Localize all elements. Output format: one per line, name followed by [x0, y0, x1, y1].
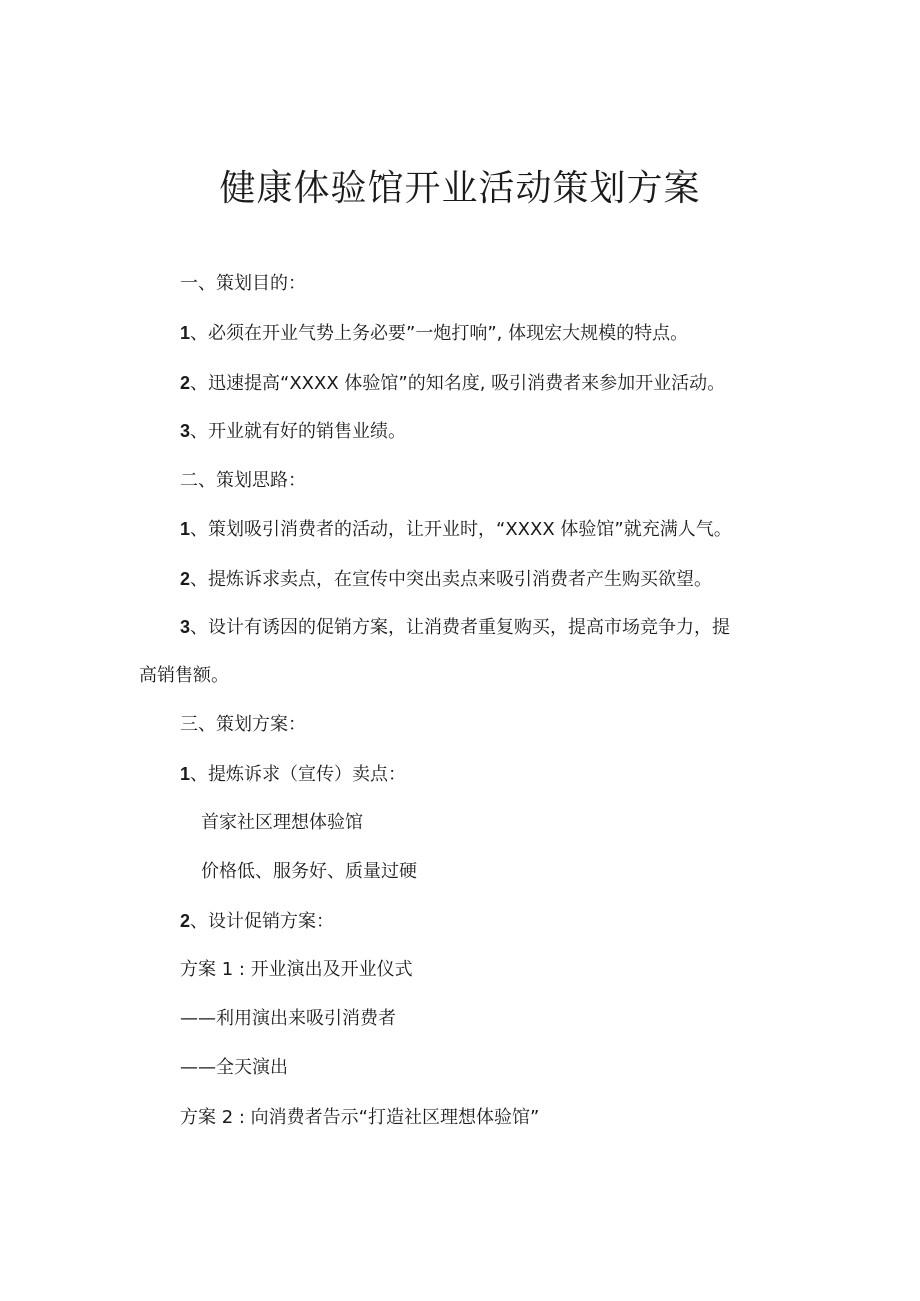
purpose-item-1 [180, 320, 688, 347]
plan-item-2 [180, 908, 334, 935]
selling-point-2 [201, 859, 417, 885]
line-text: 、提炼诉求（宣传）卖点： [190, 764, 407, 785]
purpose-item-3 [180, 418, 406, 445]
approach-item-3 [180, 614, 730, 641]
line-text: 三、策划方案： [180, 714, 306, 735]
item-number: 2 [180, 373, 191, 393]
line-text: 、设计有诱因的促销方案，让消费者重复购买，提高市场竞争力，提 [190, 617, 731, 638]
line-text: 二、策划思路： [180, 470, 306, 491]
promotion-scheme-1 [180, 957, 413, 983]
document-title: 健康体验馆开业活动策划方案 [219, 168, 701, 209]
line-text: 首家社区理想体验馆 [201, 812, 363, 833]
approach-item-2 [180, 566, 712, 593]
approach-item-3-continuation [139, 663, 229, 689]
line-text: 、设计促销方案： [190, 911, 335, 932]
scheme-1-detail-2 [180, 1055, 288, 1081]
item-number: 3 [180, 617, 191, 637]
line-text: 、提炼诉求卖点，在宣传中突出卖点来吸引消费者产生购买欲望。 [190, 569, 713, 590]
selling-point-1 [201, 810, 363, 836]
section-heading-purpose [180, 271, 306, 297]
line-text: ——全天演出 [180, 1057, 288, 1078]
line-text: 方案 1 : 开业演出及开业仪式 [180, 959, 413, 980]
scheme-1-detail-1 [180, 1006, 396, 1032]
purpose-item-2 [180, 370, 725, 397]
line-text: ——利用演出来吸引消费者 [180, 1008, 396, 1029]
line-text: 、迅速提高“XXXX 体验馆”的知名度, 吸引消费者来参加开业活动。 [190, 373, 726, 394]
item-number: 1 [180, 764, 191, 784]
item-number: 1 [180, 519, 191, 539]
line-text: 、开业就有好的销售业绩。 [190, 421, 407, 442]
item-number: 2 [180, 569, 191, 589]
line-text: 高销售额。 [139, 665, 229, 686]
item-number: 2 [180, 911, 191, 931]
section-heading-plan [180, 712, 306, 738]
line-text: 价格低、服务好、质量过硬 [201, 861, 417, 882]
promotion-scheme-2 [180, 1105, 539, 1131]
line-text: 、策划吸引消费者的活动，让开业时，“XXXX 体验馆”就充满人气。 [190, 519, 732, 540]
line-text: 方案 2 : 向消费者告示“打造社区理想体验馆” [180, 1107, 540, 1128]
item-number: 1 [180, 323, 191, 343]
line-text: 、必须在开业气势上务必要”一炮打响”, 体现宏大规模的特点。 [190, 323, 689, 344]
plan-item-1 [180, 761, 406, 788]
approach-item-1 [180, 516, 732, 543]
item-number: 3 [180, 421, 191, 441]
section-heading-approach [180, 468, 306, 494]
line-text: 一、策划目的： [180, 273, 306, 294]
